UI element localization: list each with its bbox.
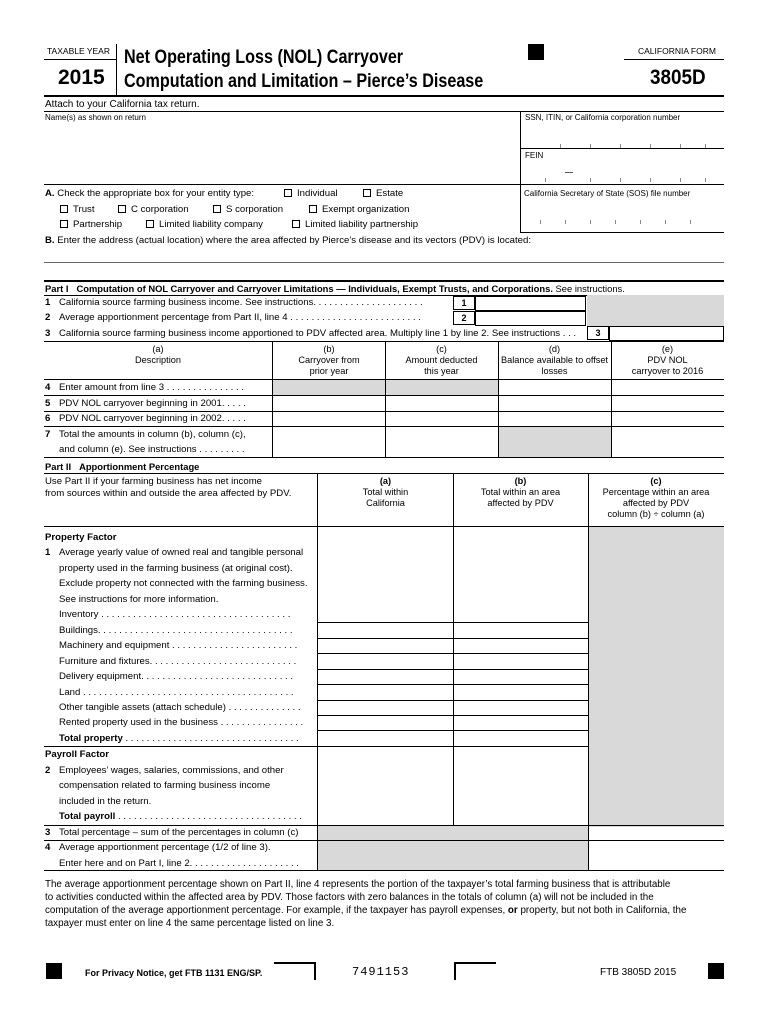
col-letter: (e) <box>661 344 674 354</box>
checkbox-square[interactable] <box>118 205 126 213</box>
p2-line2 <box>45 765 284 776</box>
p2-line1-l4: See instructions for more information. <box>59 594 219 605</box>
checkbox-square[interactable] <box>213 205 221 213</box>
entity-b-letter: B. <box>45 235 55 246</box>
scan-bracket-right <box>454 962 496 980</box>
row-machinery: Machinery and equipment . . . . . . . . . . . . . . . . . . . . . . . . <box>59 640 298 651</box>
note-text: computation of the average apportionment percentage. For example, if the taxpayer has payroll expenses, <box>45 905 506 916</box>
names-label: Name(s) as shown on return <box>45 113 146 122</box>
footer-registration-mark <box>46 963 62 979</box>
checkbox-exempt-organization[interactable] <box>309 204 409 215</box>
line-text: PDV NOL carryover beginning in 2002. . . . . <box>59 413 246 424</box>
col-title: Carryover from <box>298 355 360 365</box>
p1-col-d-header <box>498 344 611 377</box>
fein-label: FEIN <box>525 151 544 160</box>
leader-dots: . . . . . . . . . . . . . . . . . . . . . . . . . . . . . . . . . . . <box>118 811 302 822</box>
line5-col-b-field[interactable] <box>273 396 385 411</box>
p2-line4-col-c-field[interactable] <box>589 841 724 870</box>
part1-line7 <box>45 429 246 440</box>
c-corp-label: C corporation <box>131 204 189 215</box>
checkbox-s-corporation[interactable] <box>213 204 283 215</box>
sos-label: California Secretary of State (SOS) file number <box>524 189 691 198</box>
part1-line3 <box>45 328 576 339</box>
line7-col-c-field[interactable] <box>386 427 498 457</box>
form-title-line1: Net Operating Loss (NOL) Carryover <box>124 47 404 68</box>
col-title: California <box>366 498 405 508</box>
col-letter: (a) <box>152 344 164 354</box>
part2-header <box>45 461 199 472</box>
sos-field[interactable] <box>521 200 724 232</box>
row-rented-property: Rented property used in the business . . . . . . . . . . . . . . . . <box>59 717 304 728</box>
line-number: 1 <box>45 297 51 308</box>
p2-payroll-col-b-field[interactable] <box>454 747 588 825</box>
checkbox-individual[interactable] <box>284 188 338 199</box>
payroll-factor-heading: Payroll Factor <box>45 749 109 760</box>
checkbox-square[interactable] <box>292 220 300 228</box>
part1-line5 <box>45 398 246 409</box>
col-title: affected by PDV <box>622 498 690 508</box>
tax-year: 2015 <box>58 66 105 89</box>
checkbox-partnership[interactable] <box>60 219 122 230</box>
p2-line3-col-c-field[interactable] <box>589 826 724 840</box>
p2-col-b-header <box>453 476 588 509</box>
form-reference: FTB 3805D 2015 <box>600 967 677 978</box>
col-letter: (b) <box>514 476 527 486</box>
line3-box-number: 3 <box>587 326 609 340</box>
line6-col-b-field[interactable] <box>273 412 385 426</box>
part1-line4 <box>45 382 244 393</box>
line7-col-e-field[interactable] <box>612 427 724 457</box>
line-number: 4 <box>45 382 51 393</box>
form-number: 3805D <box>650 66 706 89</box>
checkbox-llp[interactable] <box>292 219 418 230</box>
p2-line1-l3: Exclude property not connected with the farming business. <box>59 578 308 589</box>
taxable-year-label: TAXABLE YEAR <box>47 46 110 56</box>
names-field[interactable] <box>44 112 520 184</box>
llp-label: Limited liability partnership <box>305 219 419 230</box>
col-title: carryover to 2016 <box>631 366 704 376</box>
line-text: Total percentage – sum of the percentages in column (c) <box>59 827 299 838</box>
line1-amount-field[interactable] <box>475 296 586 311</box>
part2-intro-1: Use Part II if your farming business has net income <box>45 476 263 487</box>
checkbox-llc[interactable] <box>146 219 263 230</box>
part1-title: Computation of NOL Carryover and Carryover Limitations — Individuals, Exempt Trusts, and Corporations. <box>76 283 553 294</box>
line5-col-c-field[interactable] <box>386 396 498 411</box>
p2-line3 <box>45 827 298 838</box>
p2-property-col-b-field[interactable] <box>454 527 588 746</box>
trust-label: Trust <box>73 204 95 215</box>
note-line3 <box>45 905 686 916</box>
line-text: California source farming business income apportioned to PDV affected area. Multiply line 1 by line 2. See instructions . . . <box>59 328 577 339</box>
col-title: Amount deducted <box>405 355 478 365</box>
p1-col-a-header <box>44 344 272 366</box>
p2-line2-l3: included in the return. <box>59 796 152 807</box>
line-number: 3 <box>45 827 51 838</box>
part1-line6 <box>45 413 246 424</box>
line6-col-d-field[interactable] <box>499 412 611 426</box>
part1-header <box>45 283 625 294</box>
attach-instruction: Attach to your California tax return. <box>45 99 200 110</box>
part2-title: Apportionment Percentage <box>79 461 200 472</box>
row-other-tangible: Other tangible assets (attach schedule) . . . . . . . . . . . . . . <box>59 702 301 713</box>
line2-box-number: 2 <box>453 311 475 325</box>
col-letter: (d) <box>548 344 561 354</box>
col-title: Total within an area <box>480 487 561 497</box>
row-furniture: Furniture and fixtures. . . . . . . . . . . . . . . . . . . . . . . . . . . . <box>59 656 297 667</box>
col-letter: (a) <box>379 476 392 486</box>
ssn-label: SSN, ITIN, or California corporation number <box>525 113 681 122</box>
leader-dots: . . . . . . . . . . . . . . . . . . . . . . . . . . . . . . . . . <box>125 733 299 744</box>
fein-field[interactable] <box>521 162 724 184</box>
registration-mark <box>528 44 544 60</box>
line-number: 2 <box>45 765 51 776</box>
part1-line7-cont <box>59 444 245 455</box>
col-title: Balance available to offset <box>500 355 609 365</box>
line7-col-b-field[interactable] <box>273 427 385 457</box>
llc-label: Limited liability company <box>159 219 263 230</box>
privacy-notice: For Privacy Notice, get FTB 1131 ENG/SP. <box>85 968 263 978</box>
line-text: Employees’ wages, salaries, commissions, and other <box>59 765 284 776</box>
s-corp-label: S corporation <box>226 204 284 215</box>
p2-col-a-header <box>318 476 453 509</box>
line-text: Average apportionment percentage from Part II, line 4 . . . . . . . . . . . . . . . . . . . . . . . . . <box>59 312 421 323</box>
p2-payroll-col-a-field[interactable] <box>318 747 453 825</box>
col-title: affected by PDV <box>487 498 554 508</box>
ssn-field[interactable] <box>521 124 724 148</box>
line-text: Average yearly value of owned real and tangible personal <box>59 547 304 558</box>
scan-bracket-left <box>274 962 316 980</box>
line-number: 2 <box>45 312 51 323</box>
p2-line1 <box>45 547 303 558</box>
line-text: Total the amounts in column (b), column (c), <box>59 429 246 440</box>
p1-col-c-header <box>385 344 498 377</box>
line5-col-e-field[interactable] <box>612 396 724 411</box>
col-title: column (b) ÷ column (a) <box>607 509 705 519</box>
form-title-line2: Computation and Limitation – Pierce’s Disease <box>124 71 484 92</box>
note-text: property, but not both in California, the <box>520 905 687 916</box>
row-total-payroll <box>59 811 302 822</box>
entity-a-row <box>45 188 254 199</box>
note-emphasis: or <box>507 905 518 916</box>
p2-line2-l2: compensation related to farming business income <box>59 780 271 791</box>
row-land: Land . . . . . . . . . . . . . . . . . . . . . . . . . . . . . . . . . . . . . . . . <box>59 687 294 698</box>
row-delivery: Delivery equipment. . . . . . . . . . . . . . . . . . . . . . . . . . . . . <box>59 671 294 682</box>
checkbox-square[interactable] <box>146 220 154 228</box>
checkbox-square[interactable] <box>60 220 68 228</box>
line-number: 5 <box>45 398 51 409</box>
checkbox-square[interactable] <box>309 205 317 213</box>
footer-registration-mark-right <box>708 963 724 979</box>
p2-line1-l2: property used in the farming business (at original cost). <box>59 563 293 574</box>
p2-line4-l2: Enter here and on Part I, line 2. . . . . . . . . . . . . . . . . . . . . <box>59 858 299 869</box>
checkbox-square[interactable] <box>284 189 292 197</box>
part2-label: Part II <box>45 461 72 472</box>
entity-b-text: Enter the address (actual location) where the area affected by Pierce’s disease and its vectors (PDV) is located: <box>57 235 531 246</box>
row-buildings: Buildings. . . . . . . . . . . . . . . . . . . . . . . . . . . . . . . . . . . . . <box>59 625 293 636</box>
total-payroll-label: Total payroll <box>59 811 116 822</box>
entity-a-letter: A. <box>45 188 55 199</box>
line-number: 7 <box>45 429 51 440</box>
col-title: Description <box>135 355 181 365</box>
part1-line1 <box>45 297 423 308</box>
line-text: Average apportionment percentage (1/2 of line 3). <box>59 842 271 853</box>
line-text: and column (e). See instructions . . . . . . . . . <box>59 444 245 455</box>
line4-col-e-field[interactable] <box>612 380 724 395</box>
line6-col-c-field[interactable] <box>386 412 498 426</box>
col-title: this year <box>424 366 459 376</box>
part1-title-suffix: See instructions. <box>555 283 625 294</box>
line-number: 1 <box>45 547 51 558</box>
row-inventory: Inventory . . . . . . . . . . . . . . . . . . . . . . . . . . . . . . . . . . . . <box>59 609 291 620</box>
line2-amount-field[interactable] <box>475 311 586 326</box>
line-text: PDV NOL carryover beginning in 2001. . . . . <box>59 398 246 409</box>
part2-intro-2: from sources within and outside the area affected by PDV. <box>45 488 292 499</box>
entity-b-row <box>45 235 531 246</box>
part1-label: Part I <box>45 283 69 294</box>
checkbox-square[interactable] <box>363 189 371 197</box>
property-factor-heading: Property Factor <box>45 532 117 543</box>
note-line1: The average apportionment percentage shown on Part II, line 4 represents the portion of the taxpayer’s total farming business that is attributable <box>45 879 671 890</box>
entity-a-text: Check the appropriate box for your entity type: <box>57 188 255 199</box>
col-letter: (c) <box>436 344 447 354</box>
pdv-address-field[interactable] <box>44 248 724 262</box>
total-property-label: Total property <box>59 733 123 744</box>
p1-col-e-header <box>611 344 724 377</box>
col-title: prior year <box>309 366 349 376</box>
checkbox-c-corporation[interactable] <box>118 204 189 215</box>
checkbox-square[interactable] <box>60 205 68 213</box>
form-barcode-number: 7491153 <box>352 965 410 979</box>
col-letter: (b) <box>323 344 335 354</box>
p1-col-b-header <box>273 344 385 377</box>
note-line4: taxpayer must enter on line 4 the same percentage listed on line 3. <box>45 918 335 929</box>
partnership-label: Partnership <box>73 219 123 230</box>
p2-col-c-header <box>588 476 724 520</box>
line-number: 3 <box>45 328 51 339</box>
estate-label: Estate <box>376 188 404 199</box>
col-title: Percentage within an area <box>602 487 710 497</box>
line6-col-e-field[interactable] <box>612 412 724 426</box>
col-title: PDV NOL <box>647 355 688 365</box>
exempt-label: Exempt organization <box>322 204 410 215</box>
line-number: 6 <box>45 413 51 424</box>
note-line2: to activities conducted within the affected area by PDV. Those factors with zero balances in the totals of column (a) will not be included in the <box>45 892 654 903</box>
part1-line2 <box>45 312 421 323</box>
individual-label: Individual <box>297 188 338 199</box>
col-letter: (c) <box>650 476 662 486</box>
line-number: 4 <box>45 842 51 853</box>
p2-line4 <box>45 842 271 853</box>
checkbox-trust[interactable] <box>60 204 95 215</box>
line-text: Enter amount from line 3 . . . . . . . . . . . . . . . <box>59 382 245 393</box>
line-text: California source farming business income. See instructions. . . . . . . . . . . . . . . . . . . . . <box>59 297 423 308</box>
line5-col-d-field[interactable] <box>499 396 611 411</box>
p2-property-col-a-field[interactable] <box>318 527 453 746</box>
col-title: Total within <box>362 487 409 497</box>
california-form-label: CALIFORNIA FORM <box>638 46 716 56</box>
line4-col-d-field[interactable] <box>499 380 611 395</box>
checkbox-estate[interactable] <box>363 188 403 199</box>
line1-box-number: 1 <box>453 296 475 310</box>
col-title: losses <box>541 366 568 376</box>
row-total-property <box>59 733 299 744</box>
line3-amount-field[interactable] <box>609 326 724 341</box>
